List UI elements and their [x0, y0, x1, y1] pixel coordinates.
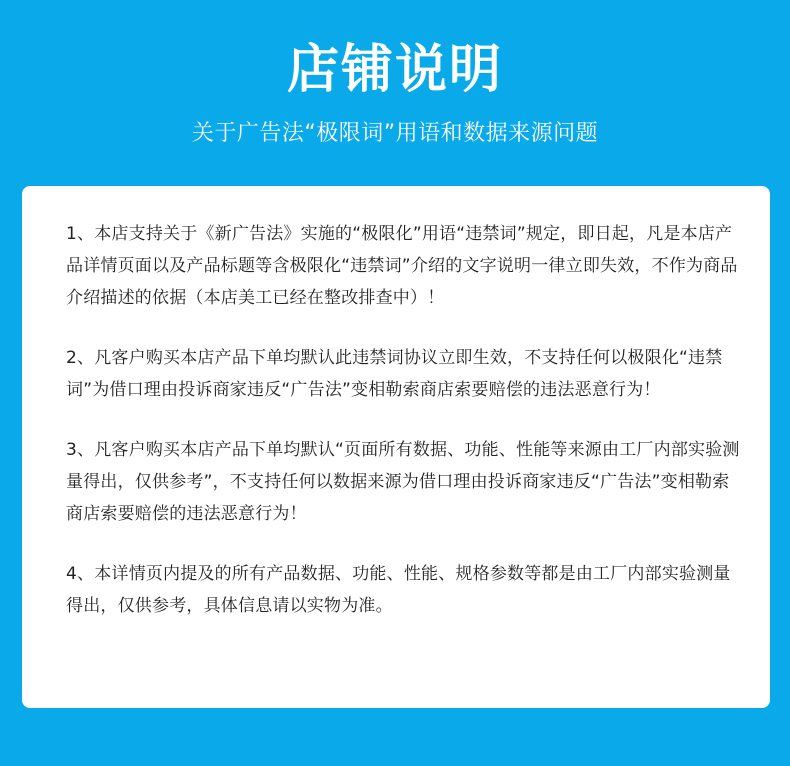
notice-paragraph-2: 2、凡客户购买本店产品下单均默认此违禁词协议立即生效，不支持任何以极限化“违禁词”为借口理由投诉商家违反“广告法”变相勒索商店索要赔偿的违法恶意行为！	[66, 348, 723, 400]
header-banner	[0, 0, 790, 186]
page-subtitle: 关于广告法“极限词”用语和数据来源问题	[191, 121, 599, 146]
notice-card	[22, 186, 770, 708]
notice-paragraph-1: 1、本店支持关于《新广告法》实施的“极限化”用语“违禁词”规定，即日起，凡是本店产品详情页面以及产品标题等含极限化“违禁词”介绍的文字说明一律立即失效，不作为商品介绍描述的依据（本店美工已经在整改排查中）！	[66, 224, 738, 308]
page-title: 店铺说明	[286, 40, 503, 100]
notice-paragraph-4: 4、本详情页内提及的所有产品数据、功能、性能、规格参数等都是由工厂内部实验测量得出，仅供参考，具体信息请以实物为准。	[66, 564, 731, 616]
notice-paragraph-3: 3、凡客户购买本店产品下单均默认“页面所有数据、功能、性能等来源由工厂内部实验测量得出，仅供参考”，不支持任何以数据来源为借口理由投诉商家违反“广告法”变相勒索商店索要赔偿的违法恶意行为！	[66, 440, 740, 524]
